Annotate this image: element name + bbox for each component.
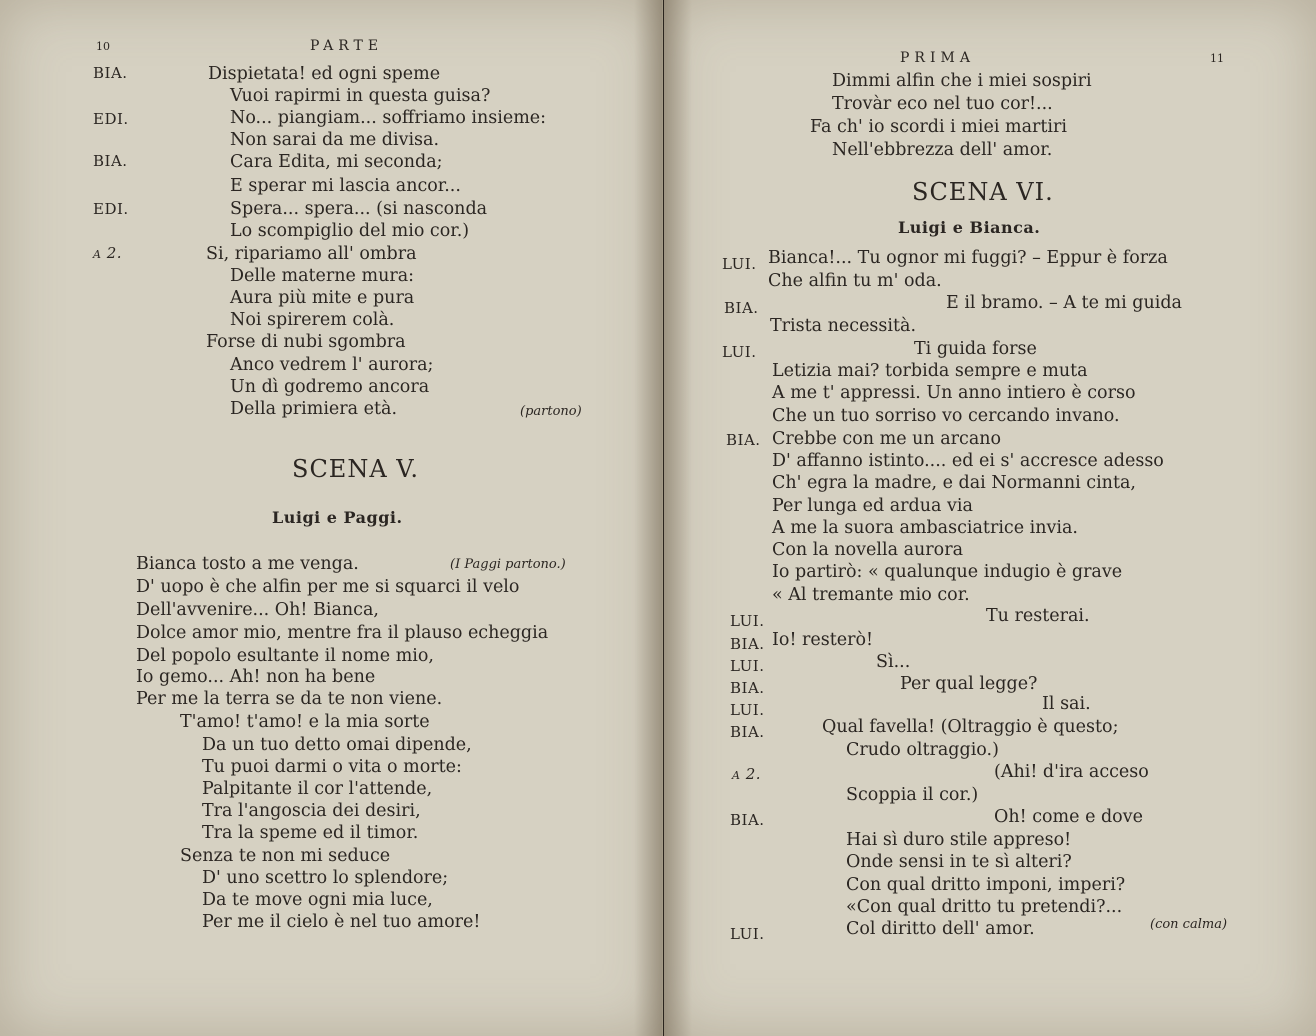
verse-line: Ti guida forse xyxy=(914,339,1037,359)
speaker-label: BIA. xyxy=(726,431,761,449)
verse-line: Con qual dritto imponi, imperi? xyxy=(846,875,1126,895)
gutter-shadow xyxy=(664,0,692,1036)
verse-line: Da un tuo detto omai dipende, xyxy=(202,735,472,755)
verse-line: Aura più mite e pura xyxy=(230,288,415,308)
verse-line: T'amo! t'amo! e la mia sorte xyxy=(180,712,430,732)
verse-line: Onde sensi in te sì alteri? xyxy=(846,852,1072,872)
gutter-shadow xyxy=(634,0,662,1036)
speaker-label: a 2. xyxy=(732,765,762,783)
speaker-label: BIA. xyxy=(93,64,128,82)
verse-line: Senza te non mi seduce xyxy=(180,846,391,866)
verse-line: Crudo oltraggio.) xyxy=(846,740,999,760)
speaker-label: BIA. xyxy=(730,723,765,741)
page-number: 10 xyxy=(96,40,110,53)
stage-direction: (partono) xyxy=(520,404,582,419)
verse-line: Da te move ogni mia luce, xyxy=(202,890,433,910)
verse-line: Tra l'angoscia dei desiri, xyxy=(202,801,421,821)
running-head: PRIMA xyxy=(900,50,975,66)
speaker-label: LUI. xyxy=(730,612,765,630)
verse-line: Per qual legge? xyxy=(900,674,1038,694)
verse-line: «Con qual dritto tu pretendi?... xyxy=(846,897,1123,917)
verse-line: Dimmi alfin che i miei sospiri xyxy=(832,71,1092,91)
verse-line: Si, ripariamo all' ombra xyxy=(206,244,417,264)
verse-line: Tra la speme ed il timor. xyxy=(202,823,419,843)
verse-line: « Al tremante mio cor. xyxy=(772,585,970,605)
verse-line: Sì... xyxy=(876,652,911,672)
verse-line: Delle materne mura: xyxy=(230,266,415,286)
verse-line: Dell'avvenire... Oh! Bianca, xyxy=(136,600,379,620)
verse-line: Trista necessità. xyxy=(770,316,917,336)
verse-line: Io gemo... Ah! non ha bene xyxy=(136,667,376,687)
verse-line: Io partirò: « qualunque indugio è grave xyxy=(772,562,1123,582)
verse-line: E sperar mi lascia ancor... xyxy=(230,176,461,196)
verse-line: A me la suora ambasciatrice invia. xyxy=(772,518,1078,538)
verse-line: Ch' egra la madre, e dai Normanni cinta, xyxy=(772,473,1136,493)
stage-direction: (I Paggi partono.) xyxy=(450,557,566,572)
verse-line: Il sai. xyxy=(1042,694,1091,714)
verse-line: D' uopo è che alfin per me si squarci il velo xyxy=(136,577,520,597)
verse-line: Qual favella! (Oltraggio è questo; xyxy=(822,717,1119,737)
verse-line: Per me la terra se da te non viene. xyxy=(136,689,443,709)
verse-line: Vuoi rapirmi in questa guisa? xyxy=(230,86,491,106)
page-number: 11 xyxy=(1210,52,1224,65)
verse-line: Con la novella aurora xyxy=(772,540,963,560)
verse-line: Fa ch' io scordi i miei martiri xyxy=(810,117,1067,137)
scene-title: SCENA V. xyxy=(292,455,420,483)
speaker-label: LUI. xyxy=(722,343,757,361)
speaker-label: LUI. xyxy=(730,657,765,675)
verse-line: Io! resterò! xyxy=(772,630,874,650)
verse-line: D' affanno istinto.... ed ei s' accresce adesso xyxy=(772,451,1164,471)
verse-line: Oh! come e dove xyxy=(994,807,1143,827)
verse-line: Lo scompiglio del mio cor.) xyxy=(230,221,470,241)
verse-line: Trovàr eco nel tuo cor!... xyxy=(832,94,1053,114)
verse-line: Per me il cielo è nel tuo amore! xyxy=(202,912,481,932)
verse-line: Della primiera età. xyxy=(230,399,398,419)
verse-line: Del popolo esultante il nome mio, xyxy=(136,646,434,666)
right-page xyxy=(664,0,1316,1036)
verse-line: D' uno scettro lo splendore; xyxy=(202,868,449,888)
verse-line: Non sarai da me divisa. xyxy=(230,130,440,150)
verse-line: Tu resterai. xyxy=(986,606,1090,626)
speaker-label: BIA. xyxy=(93,152,128,170)
scene-title: SCENA VI. xyxy=(912,178,1054,206)
verse-line: Dolce amor mio, mentre fra il plauso echeggia xyxy=(136,623,549,643)
scene-cast: Luigi e Bianca. xyxy=(898,218,1041,237)
verse-line: Spera... spera... (si nasconda xyxy=(230,199,488,219)
speaker-label: BIA. xyxy=(730,811,765,829)
speaker-label: EDI. xyxy=(93,200,129,218)
verse-line: Cara Edita, mi seconda; xyxy=(230,152,443,172)
verse-line: Palpitante il cor l'attende, xyxy=(202,779,433,799)
speaker-label: LUI. xyxy=(730,701,765,719)
verse-line: Dispietata! ed ogni speme xyxy=(208,64,441,84)
speaker-label: BIA. xyxy=(730,679,765,697)
speaker-label: BIA. xyxy=(730,635,765,653)
running-head: PARTE xyxy=(310,38,384,54)
speaker-label: a 2. xyxy=(93,244,123,262)
verse-line: A me t' appressi. Un anno intiero è corso xyxy=(772,383,1136,403)
speaker-label: EDI. xyxy=(93,110,129,128)
verse-line: Che un tuo sorriso vo cercando invano. xyxy=(772,406,1120,426)
verse-line: Crebbe con me un arcano xyxy=(772,429,1002,449)
stage-direction: (con calma) xyxy=(1150,917,1228,932)
verse-line: Un dì godremo ancora xyxy=(230,377,430,397)
verse-line: (Ahi! d'ira acceso xyxy=(994,762,1149,782)
verse-line: Letizia mai? torbida sempre e muta xyxy=(772,361,1088,381)
verse-line: Scoppia il cor.) xyxy=(846,785,979,805)
verse-line: Noi spirerem colà. xyxy=(230,310,395,330)
speaker-label: LUI. xyxy=(730,925,765,943)
verse-line: E il bramo. – A te mi guida xyxy=(946,293,1182,313)
verse-line: Forse di nubi sgombra xyxy=(206,332,406,352)
verse-line: Tu puoi darmi o vita o morte: xyxy=(202,757,462,777)
verse-line: No... piangiam... soffriamo insieme: xyxy=(230,108,547,128)
verse-line: Bianca!... Tu ognor mi fuggi? – Eppur è forza xyxy=(768,248,1168,268)
scene-cast: Luigi e Paggi. xyxy=(272,508,403,527)
verse-line: Per lunga ed ardua via xyxy=(772,496,973,516)
speaker-label: LUI. xyxy=(722,255,757,273)
verse-line: Che alfin tu m' oda. xyxy=(768,271,942,291)
verse-line: Hai sì duro stile appreso! xyxy=(846,830,1072,850)
verse-line: Anco vedrem l' aurora; xyxy=(230,355,434,375)
speaker-label: BIA. xyxy=(724,299,759,317)
verse-line: Nell'ebbrezza dell' amor. xyxy=(832,140,1053,160)
verse-line: Bianca tosto a me venga. xyxy=(136,554,359,574)
verse-line: Col diritto dell' amor. xyxy=(846,919,1035,939)
